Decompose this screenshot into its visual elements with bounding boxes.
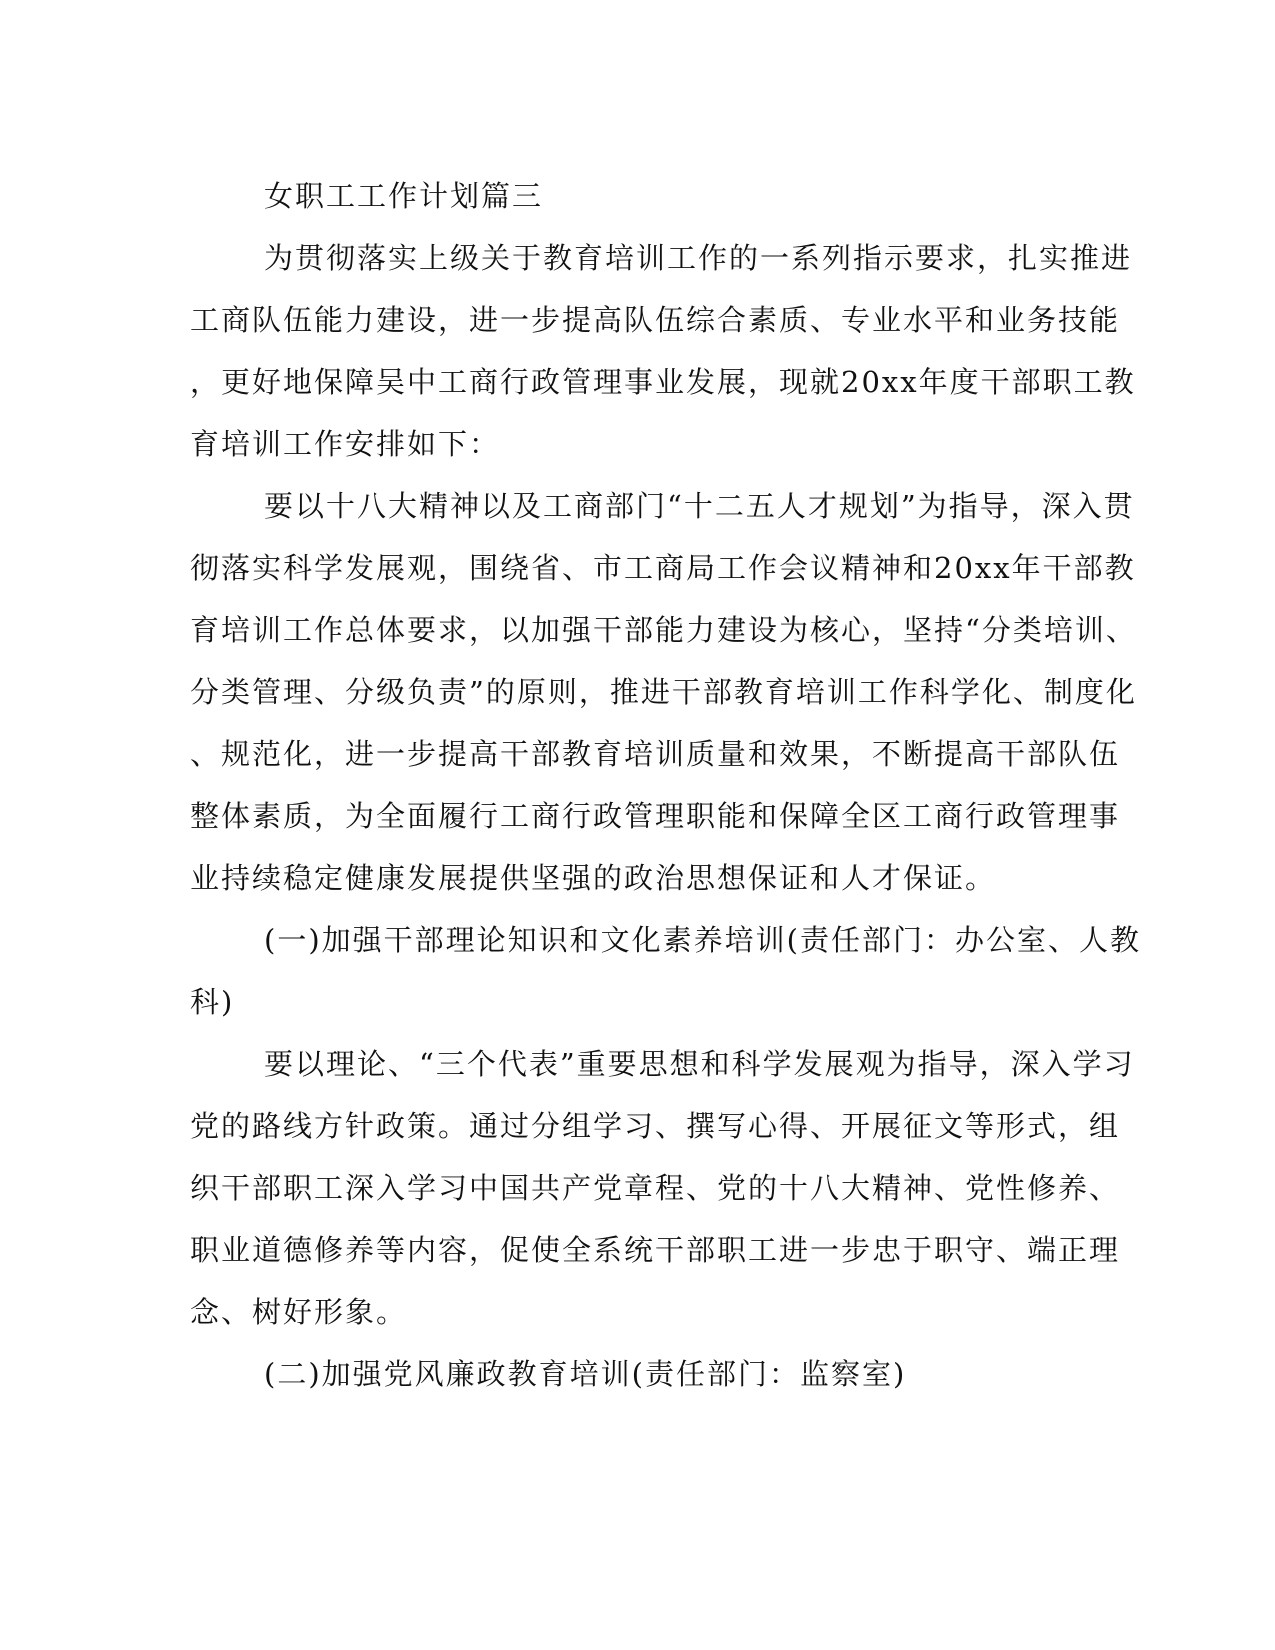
paragraph-line: 职业道德修养等内容，促使全系统干部职工进一步忠于职守、端正理 bbox=[190, 1233, 1121, 1267]
heading-line: (一)加强干部理论知识和文化素养培训(责任部门：办公室、人教 bbox=[264, 923, 1141, 957]
paragraph-line: 工商队伍能力建设，进一步提高队伍综合素质、专业水平和业务技能 bbox=[190, 303, 1121, 337]
paragraph-theory-study bbox=[190, 1033, 1135, 1343]
paragraph-line: 织干部职工深入学习中国共产党章程、党的十八大精神、党性修养、 bbox=[190, 1171, 1121, 1205]
section-heading-2 bbox=[190, 1343, 1070, 1405]
section-heading-1 bbox=[190, 909, 1141, 1033]
paragraph-line: 、规范化，进一步提高干部教育培训质量和效果，不断提高干部队伍 bbox=[190, 737, 1121, 771]
paragraph-line: 育培训工作安排如下： bbox=[190, 427, 501, 461]
paragraph-line: 彻落实科学发展观，围绕省、市工商局工作会议精神和20xx年干部教 bbox=[190, 551, 1136, 585]
heading-line: (二)加强党风廉政教育培训(责任部门：监察室) bbox=[264, 1357, 907, 1391]
paragraph-line: ，更好地保障吴中工商行政管理事业发展，现就20xx年度干部职工教 bbox=[190, 365, 1136, 399]
paragraph-line: 党的路线方针政策。通过分组学习、撰写心得、开展征文等形式，组 bbox=[190, 1109, 1121, 1143]
paragraph-intro bbox=[190, 227, 1136, 475]
paragraph-line: 要以理论、“三个代表”重要思想和科学发展观为指导，深入学习 bbox=[264, 1047, 1135, 1081]
heading-line: 科) bbox=[190, 985, 235, 1019]
paragraph-line: 整体素质，为全面履行工商行政管理职能和保障全区工商行政管理事 bbox=[190, 799, 1121, 833]
paragraph-guiding-principle bbox=[190, 475, 1137, 909]
paragraph-line: 育培训工作总体要求，以加强干部能力建设为核心，坚持“分类培训、 bbox=[190, 613, 1137, 647]
paragraph-line: 要以十八大精神以及工商部门“十二五人才规划”为指导，深入贯 bbox=[264, 489, 1135, 523]
document-body bbox=[190, 165, 1141, 1405]
paragraph-line: 念、树好形象。 bbox=[190, 1295, 408, 1329]
document-title: 女职工工作计划篇三 bbox=[264, 179, 544, 213]
paragraph-line: 业持续稳定健康发展提供坚强的政治思想保证和人才保证。 bbox=[190, 861, 997, 895]
paragraph-line: 为贯彻落实上级关于教育培训工作的一系列指示要求，扎实推进 bbox=[264, 241, 1133, 275]
paragraph-line: 分类管理、分级负责”的原则，推进干部教育培训工作科学化、制度化 bbox=[190, 675, 1137, 709]
